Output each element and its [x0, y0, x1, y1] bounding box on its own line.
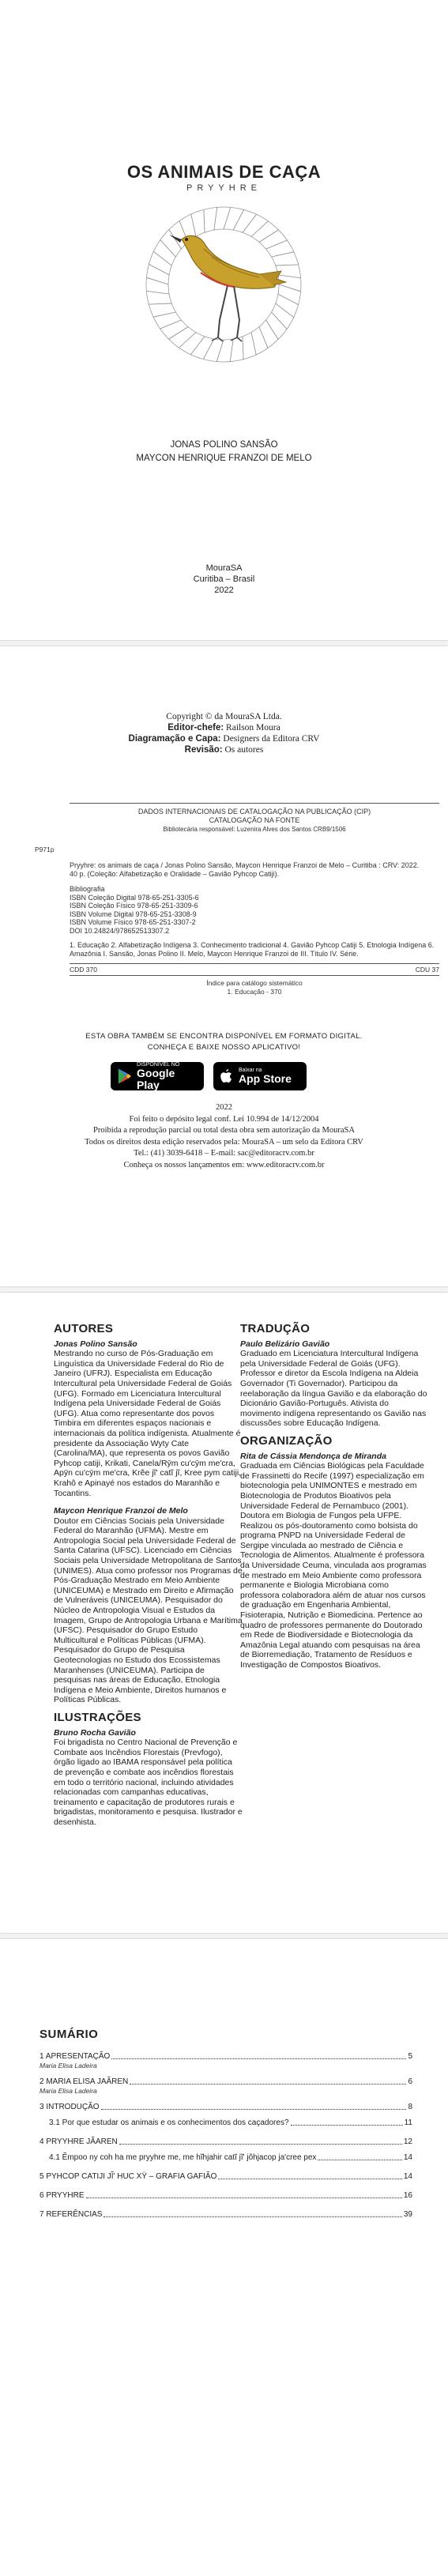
design-label: Diagramação e Capa:: [128, 734, 221, 744]
digital-notice: [0, 1031, 448, 1053]
app-store-badges: [111, 1062, 348, 1090]
bio-name: Jonas Polino Sansão: [54, 1339, 137, 1349]
google-play-badge[interactable]: [111, 1062, 204, 1090]
design-value: Designers da Editora CRV: [220, 734, 320, 744]
credits-block: [0, 711, 448, 755]
publisher-name: MouraSA: [205, 563, 243, 573]
cover-authors: [0, 439, 448, 465]
toc-entry-title: 1 APRESENTAÇÃO: [40, 2052, 111, 2061]
toc-leader: [119, 2144, 402, 2145]
bio-text: Graduado em Licenciatura Intercultural Indígena pela Universidade Federal de Goiás (UFG). Professor e diretor da Escola Indígena na Aldeia Governador (Ti Governador). Participou da reelaboração da língua Gavião e da elaboração do Dicionário Gavião-Português. Ativista do movimento indígena representando os Gavião nas discussões sobre Educação Indígena.: [240, 1349, 427, 1429]
legal-line: Todos os direitos desta edição reservados pela: MouraSA – um selo da Editora CRV: [85, 1137, 363, 1147]
table-of-contents: [40, 2052, 412, 2229]
toc-entry-page: 39: [403, 2210, 412, 2219]
bios-right-column: [240, 1324, 430, 1678]
bio-name: Bruno Rocha Gavião: [54, 1727, 136, 1738]
cip-isbn-item: ISBN Coleção Digital 978-65-251-3305-6: [70, 893, 199, 902]
bio-name: Maycon Henrique Franzoi de Melo: [54, 1506, 188, 1516]
author-name: MAYCON HENRIQUE FRANZOI DE MELO: [136, 454, 312, 463]
bios-left-column: [54, 1324, 243, 1836]
design-line: [0, 733, 448, 744]
google-play-top-text: DISPONÍVEL NO: [137, 1061, 180, 1068]
cover-page: [0, 0, 448, 640]
summary-heading: SUMÁRIO: [40, 2028, 99, 2041]
bios-page: [0, 1293, 448, 1933]
google-play-icon: [117, 1068, 132, 1085]
toc-leader: [130, 2084, 406, 2085]
cip-librarian: Bibliotecária responsável: Luzenira Alves dos Santos CRB9/1506: [163, 826, 346, 833]
toc-leader: [111, 2058, 406, 2059]
publication-year: 2022: [214, 586, 234, 595]
toc-entry-author: Maria Elisa Ladeira: [40, 2087, 97, 2095]
bio-text: Foi brigadista no Centro Nacional de Prevenção e Combate aos Incêndios Florestais (Prevfogo), órgão ligado ao IBAMA responsável pela política de prevenção e combate aos incêndios florestais em todo o território nacional, incluindo atividades relacionadas com campanhas educativas, treinamento e capacitação de produtores rurais e brigadistas, monitoramento e pesquisa. Ilustrador e desenhista.: [54, 1738, 243, 1827]
cip-entry: [70, 861, 439, 879]
toc-entry[interactable]: [40, 2118, 412, 2128]
toc-entry[interactable]: [40, 2103, 412, 2112]
authors-heading: AUTORES: [54, 1322, 114, 1335]
legal-line: Foi feito o depósito legal conf. Lei 10.994 de 14/12/2004: [129, 1114, 319, 1124]
summary-page: [0, 1939, 448, 2576]
bio-name: Paulo Belizário Gavião: [240, 1339, 330, 1349]
toc-entry-page: 8: [408, 2103, 412, 2111]
cdd-code: CDD 370: [70, 966, 97, 974]
cip-header-title: DADOS INTERNACIONAIS DE CATALOGAÇÃO NA PUBLICAÇÃO (CIP): [137, 808, 371, 815]
cip-doi: DOI 10.24824/978652513307.2: [70, 926, 170, 935]
bio-name: Rita de Cássia Mendonça de Miranda: [240, 1451, 386, 1461]
toc-entry-title: 3 INTRODUÇÃO: [40, 2103, 100, 2111]
cip-index-entry: 1. Educação - 370: [227, 988, 282, 996]
toc-entry-page: 5: [408, 2052, 412, 2061]
cip-cdd-row: [70, 963, 439, 976]
cip-header: [70, 803, 439, 838]
toc-entry-page: 14: [403, 2153, 412, 2162]
bio-text: Graduada em Ciências Biológicas pela Faculdade de Frassinetti do Recife (1997) especialização em biotecnologia pela UNIMONTES e mestrado em Biotecnologia de Produtos Bioativos pela Universidade Federal de Pernambuco (2001). Doutora em Biologia de Fungos pela UFPE. Realizou os pós-doutoramento como bolsista do programa PNPD na Universidade Federal de Sergipe vinculada ao mestrado de Ciência e Tecnologia de Alimentos. Atualmente é professora da Universidade Ceuma, vinculada aos programas de mestrado em Meio Ambiente como professora permanente e Biologia Microbiana como professora colaboradora além de atuar nos cursos de graduação em Engenharia Ambiental, Fisioterapia, Nutrição e Biomedicina. Pertence ao quadro de professores permanente do Doutorado em Rede de Biodiversidade e Biotecnologia da Amazônia Legal atuando com pesquisas na área de Biorremediação, Tratamento de Resíduos e Investigação de Compostos Bioativos.: [240, 1461, 427, 1670]
legal-block: [0, 1102, 448, 1171]
app-store-label: App Store: [239, 1072, 292, 1085]
toc-entry[interactable]: [40, 2052, 412, 2062]
editor-label: Editor-chefe:: [168, 723, 224, 733]
toc-leader: [101, 2109, 407, 2110]
toc-entry-title: 6 PRYYHRE: [40, 2191, 85, 2200]
toc-entry-author: Maria Elisa Ladeira: [40, 2062, 97, 2069]
credits-page: [0, 646, 448, 1286]
toc-entry-title: 2 MARIA ELISA JAÃREN: [40, 2077, 129, 2086]
legal-website: Conheça os nossos lançamentos em: www.editoracrv.com.br: [123, 1160, 325, 1169]
bio-text: Mestrando no curso de Pós-Graduação em Linguística da Universidade Federal do Rio de Janeiro (UFRJ). Especialista em Educação Intercultural pela Universidade Federal de Goiás (UFG). Formado em Licenciatura Intercultural Indígena pela Universidade Federal de Goiás (UFG). Atua como representante dos povos Timbira em diferentes espaços nacionais e internacionais da política indígenista. Atualmente é presidente da Associação Wyty Cate (Carolina/MA), que representa os povos Gavião Pyhcop catiji, Krikati, Canela/Rȳm cu'cȳm me'cra, Apȳn cu'cȳm me'cra, Krĕe jĩ' catĩ jĩ, Kree pym catiji, Krahô e Apinayé nos estados do Maranhão e Tocantins.: [54, 1349, 242, 1498]
toc-entry-title: 7 REFERÊNCIAS: [40, 2210, 103, 2219]
editor-line: [0, 722, 448, 733]
cip-pages: 40 p. (Coleção: Alfabetização e Oralidade – Gavião Pyhcop Catiji).: [70, 870, 280, 878]
toc-leader: [291, 2125, 403, 2126]
toc-entry-page: 16: [403, 2191, 412, 2200]
cip-header-subtitle: CATALOGAÇÃO NA FONTE: [209, 816, 300, 824]
digital-notice-line: ESTA OBRA TAMBÉM SE ENCONTRA DISPONÍVEL EM FORMATO DIGITAL.: [85, 1032, 363, 1041]
toc-leader: [104, 2216, 401, 2217]
book-subtitle: PRYYHRE: [186, 183, 262, 193]
cip-subjects: 1. Educação 2. Alfabetização Indígena 3. Conhecimento tradicional 4. Gavião Pyhcop Catiji 5. Etnologia Indígena 6. Amazônia I. Sansão, Jonas Polino II. Melo, Maycon Henrique Franzoi de III. Título IV. Série.: [70, 941, 435, 958]
author-name: JONAS POLINO SANSÃO: [170, 440, 278, 450]
toc-entry[interactable]: [40, 2191, 412, 2201]
app-store-badge[interactable]: [213, 1062, 307, 1090]
toc-entry-title: 4 PRYYHRE JÃAREN: [40, 2137, 118, 2146]
cip-isbn-item: Bibliografia: [70, 885, 105, 893]
cip-isbn-list: [70, 885, 439, 935]
editor-value: Railson Moura: [224, 723, 280, 733]
toc-entry-page: 14: [403, 2172, 412, 2181]
toc-entry[interactable]: [40, 2137, 412, 2147]
cip-isbn-item: ISBN Coleção Físico 978-65-251-3309-6: [70, 902, 198, 910]
cdu-code: CDU 37: [415, 966, 439, 974]
toc-entry[interactable]: [40, 2153, 412, 2163]
bio-text: Doutor em Ciências Sociais pela Universidade Federal do Maranhão (UFMA). Mestre em Antropologia Social pela Universidade Federal de Santa Catarina (UFSC). Licenciado em Ciências Sociais pela Universidade Metropolitana de Santos (UNIMES). Atua como professor nos Programas de Pós-Graduação Mestrado em Meio Ambiente (UNICEUMA) e Mestrado em Direito e Afirmação de Vulneráveis (UNICEUMA). Pesquisador do Núcleo de Antropologia Visual e Estudos da Imagem, Grupo de Antropologia Urbana e Marítima (UFSC). Pesquisador do Grupo Estudo Multicultural e Políticas Públicas (UFMA). Pesquisador do Grupo de Pesquisa Geotecnologias no Estudo dos Ecossistemas Maranhenses (UNICEUMA). Participa de pesquisas nas áreas de Educação, Etnologia Indígena e Meio Ambiente, Direitos humanos e Políticas Públicas.: [54, 1516, 243, 1705]
review-value: Os autores: [222, 745, 264, 755]
legal-line: Proibida a reprodução parcial ou total desta obra sem autorização da MouraSA: [93, 1126, 355, 1135]
toc-entry-title: 4.1 Ẽmpoo ny coh ha me pryyhre me, me hĩhjahir catĩ jĩ' jõhjacop ja'cree pex: [49, 2153, 317, 2162]
legal-year: 2022: [216, 1103, 232, 1112]
toc-entry-title: 5 PYHCOP CATIJI JĨ' HUC XŸ – GRAFIA GAFIÃO: [40, 2172, 217, 2181]
toc-entry[interactable]: [40, 2210, 412, 2220]
legal-contact: Tel.: (41) 3039-6418 – E-mail: sac@editoracrv.com.br: [134, 1149, 314, 1158]
cip-index: [70, 979, 439, 996]
toc-entry[interactable]: [40, 2077, 412, 2087]
cip-isbn-item: ISBN Volume Digital 978-65-251-3308-9: [70, 910, 197, 918]
review-line: [0, 744, 448, 755]
cip-entry-text: Pryyhre: os animais de caça / Jonas Polino Sansão, Maycon Henrique Franzoi de Melo – Curitiba : CRV: 2022.: [70, 861, 420, 869]
book-title: OS ANIMAIS DE CAÇA: [126, 162, 322, 182]
cip-code: P971p: [35, 845, 55, 853]
bird-illustration: [141, 201, 307, 367]
toc-entry-page: 12: [403, 2137, 412, 2146]
toc-entry[interactable]: [40, 2172, 412, 2182]
google-play-label: Google Play: [137, 1066, 175, 1091]
apple-icon: [220, 1068, 234, 1085]
app-store-top-text: Baixar na: [239, 1068, 262, 1073]
publisher-city: Curitiba – Brasil: [193, 574, 255, 584]
toc-entry-page: 6: [408, 2077, 412, 2086]
toc-entry-title: 3.1 Por que estudar os animais e os conhecimentos dos caçadores?: [49, 2118, 289, 2127]
digital-notice-line: CONHEÇA E BAIXE NOSSO APLICATIVO!: [147, 1043, 301, 1052]
cip-isbn-item: ISBN Volume Físico 978-65-251-3307-2: [70, 918, 196, 926]
publisher-block: [0, 563, 448, 596]
review-label: Revisão:: [184, 745, 223, 755]
toc-entry-page: 11: [404, 2118, 412, 2127]
cip-index-title: Índice para catálogo sistemático: [206, 979, 303, 987]
cip-block: [35, 803, 439, 996]
translation-heading: TRADUÇÃO: [240, 1322, 311, 1335]
copyright-line: Copyright © da MouraSA Ltda.: [166, 712, 282, 721]
illustrations-heading: ILUSTRAÇÕES: [54, 1710, 141, 1724]
organization-heading: ORGANIZAÇÃO: [240, 1433, 333, 1448]
